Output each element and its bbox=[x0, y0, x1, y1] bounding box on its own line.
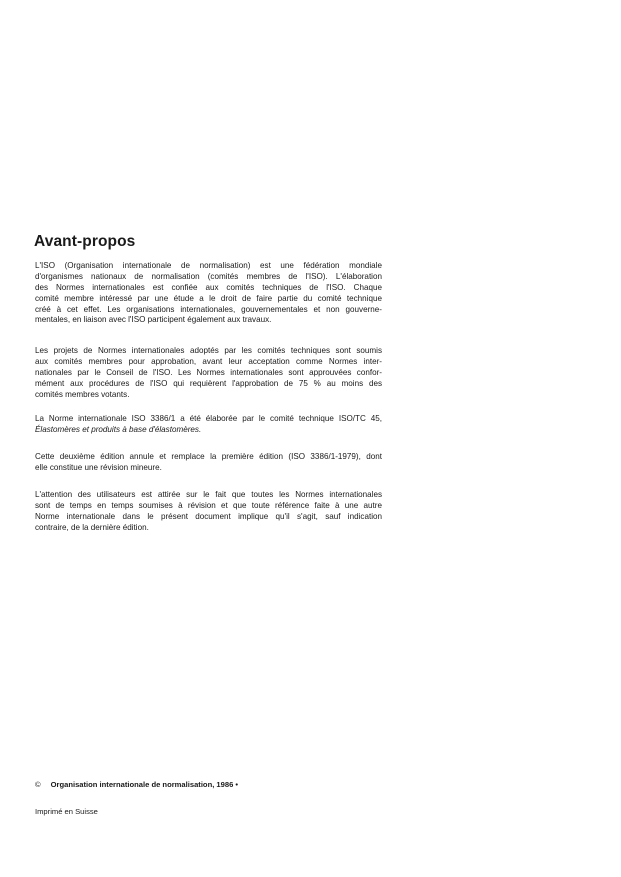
text-line: créé à cet effet. Les organisations internationales, gouvernementales et non gouverne- bbox=[35, 304, 382, 314]
text-line: Cette deuxième édition annule et remplace la première édition (ISO 3386/1-1979), dont bbox=[35, 452, 382, 461]
copyright-notice bbox=[35, 780, 238, 789]
text-line: mément aux procédures de l'ISO qui requièrent l'approbation de 75 % au moins des bbox=[35, 378, 382, 388]
text-line: contraire, de la dernière édition. bbox=[35, 522, 149, 532]
text-line: aux comités membres pour approbation, avant leur acceptation comme Normes inter- bbox=[35, 356, 382, 366]
copyright-text: Organisation internationale de normalisation, 1986 • bbox=[50, 780, 239, 789]
text-line: L'attention des utilisateurs est attirée sur le fait que toutes les Normes internationales bbox=[35, 490, 382, 499]
text-line: comité membre intéressé par une étude a le droit de faire partie du comité technique bbox=[35, 293, 382, 303]
text-line: sont de temps en temps soumises à révision et que toute référence faite à une autre bbox=[35, 500, 382, 510]
text-line: L'ISO (Organisation internationale de normalisation) est une fédération mondiale bbox=[35, 261, 382, 270]
text-line: elle constitue une révision mineure. bbox=[35, 462, 162, 472]
printed-in: Imprimé en Suisse bbox=[35, 807, 98, 816]
text-line: Les projets de Normes internationales adoptés par les comités techniques sont soumis bbox=[35, 346, 382, 355]
page-title: Avant-propos bbox=[34, 233, 136, 250]
text-line: La Norme internationale ISO 3386/1 a été élaborée par le comité technique ISO/TC 45, bbox=[35, 414, 382, 423]
text-line: des Normes internationales est confiée aux comités techniques de l'ISO. Chaque bbox=[35, 282, 382, 292]
copyright-icon: © bbox=[35, 780, 41, 789]
paragraph-revision-notice bbox=[35, 490, 382, 534]
paragraph-edition bbox=[35, 452, 382, 474]
text-line: nationales par le Conseil de l'ISO. Les Normes internationales sont approuvées confor- bbox=[35, 367, 382, 377]
paragraph-approval bbox=[35, 346, 382, 400]
paragraph-about-iso bbox=[35, 261, 382, 326]
text-line: d'organismes nationaux de normalisation (comités membres de l'ISO). L'élaboration bbox=[35, 271, 382, 281]
paragraph-committee bbox=[35, 414, 382, 436]
text-line: Norme internationale dans le présent document implique qu'il s'agit, sauf indication bbox=[35, 511, 382, 521]
text-line: comités membres votants. bbox=[35, 389, 130, 399]
text-line: mentales, en liaison avec l'ISO participent également aux travaux. bbox=[35, 315, 272, 325]
text-line: Élastomères et produits à base d'élastomères. bbox=[35, 424, 202, 434]
